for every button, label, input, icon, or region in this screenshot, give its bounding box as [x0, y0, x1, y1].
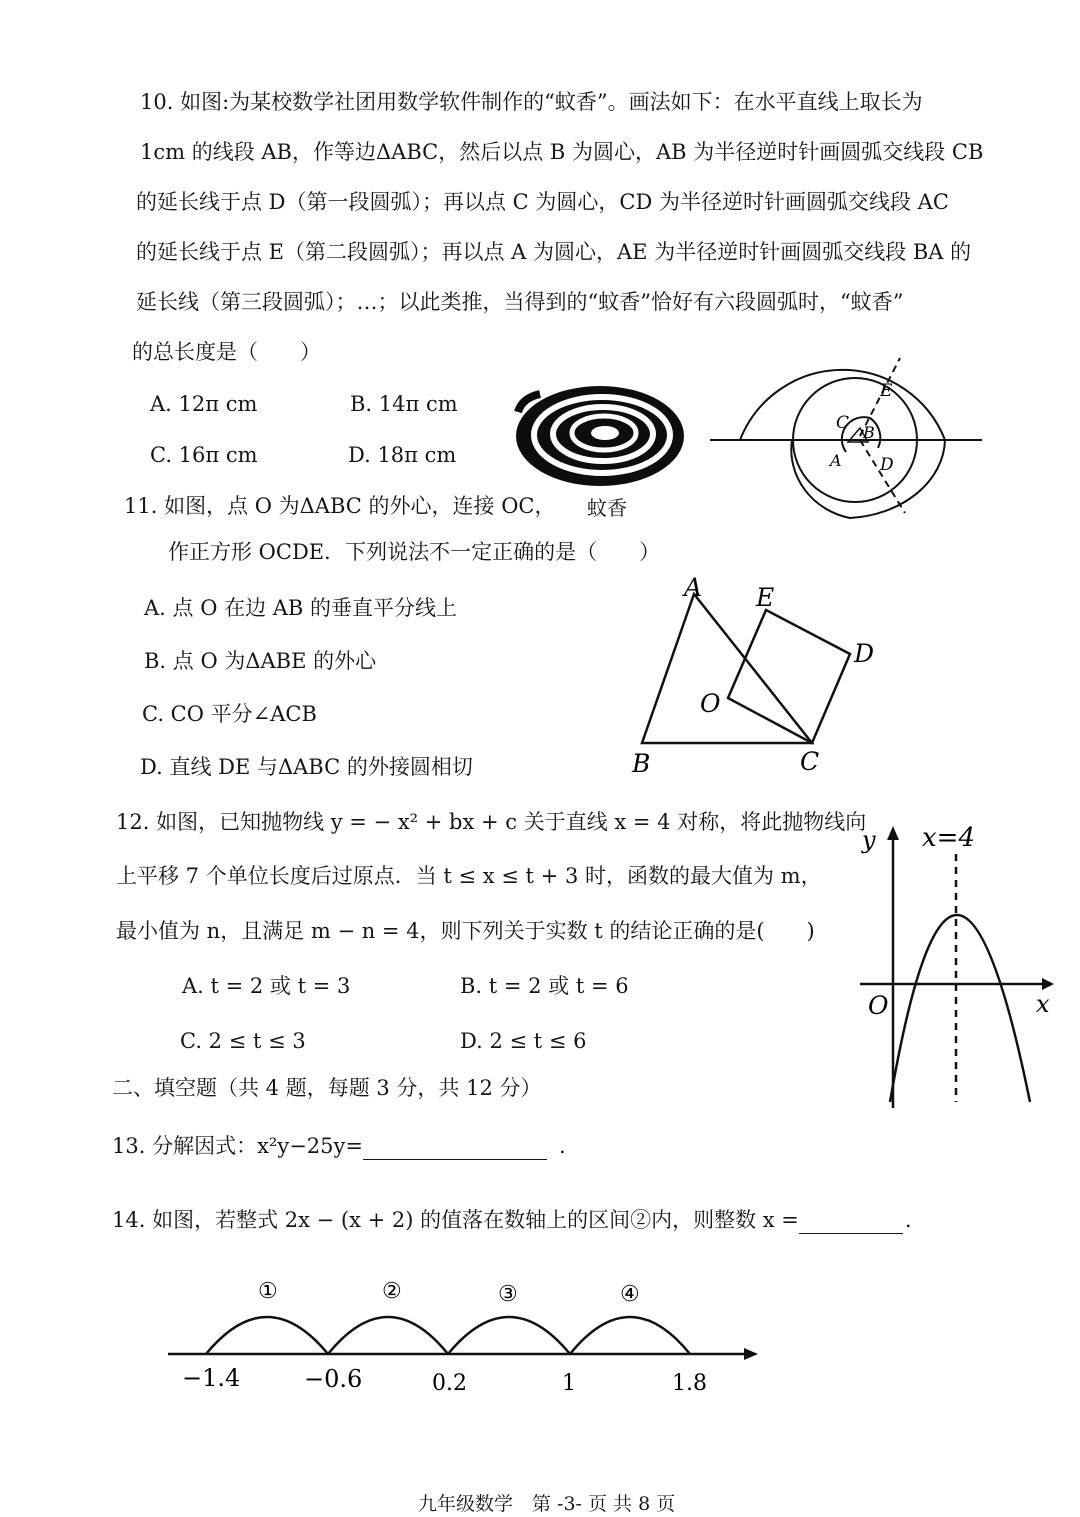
tick-label-2: −0.6 — [304, 1365, 363, 1393]
number-line-figure — [160, 1270, 770, 1400]
q11-option-d: D. 直线 DE 与ΔABC 的外接圆相切 — [140, 755, 473, 779]
q10-option-b: B. 14π cm — [350, 392, 458, 416]
spiral-label-b: B — [863, 423, 875, 442]
figure-label-c: C — [800, 747, 820, 776]
q10-line-3: 的延长线于点 D（第一段圆弧）；再以点 C 为圆心，CD 为半径逆时针画圆弧交线段 AC — [136, 190, 949, 214]
q11-line-2: 作正方形 OCDE．下列说法不一定正确的是（ ） — [168, 540, 661, 564]
q12-line-2: 上平移 7 个单位长度后过原点．当 t ≤ x ≤ t + 3 时，函数的最大值为 m， — [116, 864, 822, 888]
spiral-label-c: C — [836, 413, 850, 433]
spiral-construction-figure — [700, 348, 990, 528]
q14-answer-blank[interactable] — [799, 1211, 903, 1234]
q10-line-6: 的总长度是（ ） — [132, 340, 321, 364]
q12-option-a: A. t = 2 或 t = 3 — [182, 974, 351, 998]
axis-label-y: y — [862, 826, 876, 854]
q14-end: . — [904, 1208, 912, 1232]
tick-label-5: 1.8 — [672, 1371, 707, 1396]
tick-label-1: −1.4 — [182, 1364, 241, 1392]
interval-label-4: ④ — [620, 1282, 640, 1307]
figure-label-a: A — [684, 573, 703, 602]
interval-arc-1 — [206, 1317, 328, 1354]
figure-label-e: E — [756, 583, 775, 612]
figure-label-b: B — [632, 749, 651, 778]
q10-option-d: D. 18π cm — [348, 443, 457, 467]
parabola-figure — [856, 818, 1066, 1114]
spiral-label-d: D — [880, 455, 894, 475]
interval-arc-2 — [328, 1317, 448, 1354]
q13-line — [112, 1132, 566, 1160]
q12-line-1: 12. 如图，已知抛物线 y = − x² + bx + c 关于直线 x = 4 对称，将此抛物线向 — [116, 810, 867, 834]
q12-line-3: 最小值为 n，且满足 m − n = 4，则下列关于实数 t 的结论正确的是( ) — [116, 919, 815, 943]
q10-option-c: C. 16π cm — [150, 443, 258, 467]
figure-label-d: D — [854, 639, 875, 668]
x-axis-arrow — [1042, 978, 1054, 990]
coil-caption: 蚊香 — [587, 496, 627, 520]
q12-option-d: D. 2 ≤ t ≤ 6 — [460, 1029, 587, 1053]
interval-label-3: ③ — [498, 1282, 518, 1307]
q14-line — [112, 1206, 912, 1234]
axis-label-x: x — [1036, 990, 1050, 1018]
tick-label-4: 1 — [562, 1371, 576, 1396]
triangle-square-figure — [622, 570, 892, 780]
interval-arc-4 — [570, 1317, 690, 1354]
q13-answer-blank[interactable] — [363, 1137, 547, 1160]
triangle-abc — [642, 594, 812, 743]
spiral-label-a: A — [830, 451, 842, 470]
y-axis-arrow — [887, 826, 899, 840]
parabola-curve — [890, 915, 1030, 1102]
q13-text: 13. 分解因式：x²y−25y= — [112, 1134, 363, 1158]
q11-line-1: 11. 如图，点 O 为ΔABC 的外心，连接 OC， — [124, 494, 556, 518]
tick-label-3: 0.2 — [432, 1371, 467, 1396]
spiral-label-e: E — [880, 381, 893, 401]
q11-option-a: A. 点 O 在边 AB 的垂直平分线上 — [144, 596, 458, 620]
q11-option-b: B. 点 O 为ΔABE 的外心 — [144, 649, 377, 673]
coil-center — [591, 426, 619, 440]
symmetry-label: x=4 — [922, 823, 975, 853]
q11-option-c: C. CO 平分∠ACB — [142, 702, 317, 726]
interval-label-2: ② — [382, 1279, 402, 1304]
q13-end: . — [558, 1134, 566, 1158]
section-2-title: 二、填空题（共 4 题，每题 3 分，共 12 分） — [112, 1076, 542, 1100]
figure-label-o: O — [700, 689, 721, 718]
q12-option-c: C. 2 ≤ t ≤ 3 — [180, 1029, 306, 1053]
square-ocde — [728, 610, 850, 743]
q10-line-5: 延长线（第三段圆弧）；…；以此类推，当得到的“蚊香”恰好有六段圆弧时，“蚊香” — [136, 290, 904, 314]
q10-line-1: 10. 如图:为某校数学社团用数学软件制作的“蚊香”。画法如下：在水平直线上取长为 — [140, 90, 923, 114]
dashed-line-down — [860, 440, 905, 513]
q10-line-2: 1cm 的线段 AB，作等边ΔABC，然后以点 B 为圆心，AB 为半径逆时针画圆弧交线段 CB — [140, 140, 984, 164]
q10-line-4: 的延长线于点 E（第二段圆弧）；再以点 A 为圆心，AE 为半径逆时针画圆弧交线段 BA 的 — [136, 240, 972, 264]
q14-text: 14. 如图，若整式 2x − (x + 2) 的值落在数轴上的区间②内，则整数 x = — [112, 1208, 799, 1232]
interval-label-1: ① — [258, 1279, 278, 1304]
interval-arc-3 — [448, 1317, 570, 1354]
q12-option-b: B. t = 2 或 t = 6 — [460, 974, 629, 998]
page-footer: 九年级数学 第 -3- 页 共 8 页 — [418, 1493, 676, 1515]
origin-label: O — [868, 991, 889, 1020]
q10-option-a: A. 12π cm — [150, 392, 258, 416]
number-line-arrow — [744, 1348, 758, 1360]
